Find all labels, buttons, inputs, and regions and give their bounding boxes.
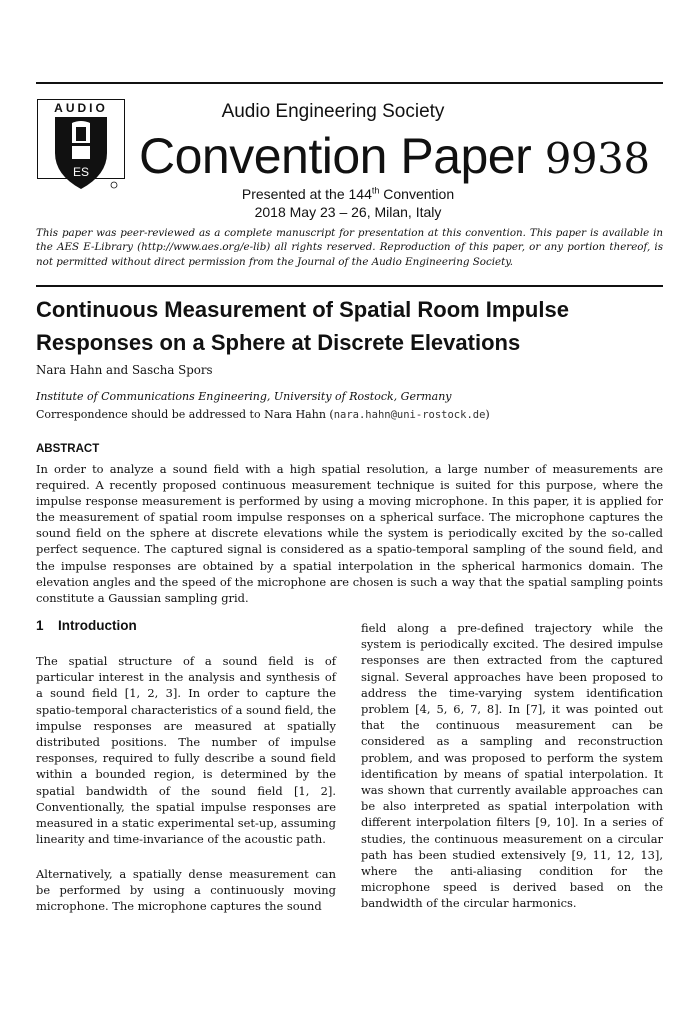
authors: Nara Hahn and Sascha Spors bbox=[36, 363, 213, 377]
review-note: This paper was peer-reviewed as a complete manuscript for presentation at this convention. This paper is available in the AES E-Library (http://www.aes.org/e-lib) all rights reserved. Reproduction of this paper, or any portion thereof, is not permitted without direct permission from the Journal of the Audio Engineering Society. bbox=[36, 227, 663, 268]
paper-type-heading bbox=[139, 128, 650, 187]
presented-suffix: Convention bbox=[379, 186, 455, 202]
venue-line: 2018 May 23 – 26, Milan, Italy bbox=[254, 204, 442, 220]
section-number: 1 bbox=[36, 618, 44, 633]
paper-number: 9938 bbox=[544, 134, 650, 183]
aes-logo bbox=[37, 99, 125, 195]
title-rule bbox=[36, 285, 663, 287]
correspondence-email: nara.hahn@uni-rostock.de bbox=[333, 409, 486, 421]
intro-paragraph-1 bbox=[36, 653, 336, 847]
correspondence-suffix: ) bbox=[485, 408, 490, 421]
presented-prefix: Presented at the 144 bbox=[241, 186, 372, 202]
intro-paragraph-2-start bbox=[36, 866, 336, 915]
intro-paragraph-2-text-cont: field along a pre-defined trajectory while the system is periodically excited. The desired impulse responses are then extracted from the captured signal. Several approaches have been proposed to address the time-varying system identification problem [4, 5, 6, 7, 8]. In [7], it was pointed out that the continuous measurement can be considered as a sampling and reconstruction problem, and was proposed to perform the system identification by means of spatial interpolation. It was shown that currently available approaches can be also interpreted as spatial interpolation with different interpolation filters [9, 10]. In a series of studies, the continuous measurement on a circular path has been studied extensively [9, 11, 12, 13], where the anti-aliasing condition for the microphone speed is derived based on the bandwidth of the circular harmonics. bbox=[361, 621, 663, 911]
aes-logo-badge: ES bbox=[72, 165, 90, 179]
paper-title: Continuous Measurement of Spatial Room Impulse Responses on a Sphere at Discrete Elevations bbox=[36, 297, 569, 355]
section-title: Introduction bbox=[58, 618, 137, 633]
presented-line bbox=[198, 185, 498, 203]
intro-paragraph-2-text-start: Alternatively, a spatially dense measurement can be performed by using a continuously moving microphone. The microphone captures the sound bbox=[36, 867, 336, 914]
correspondence bbox=[36, 408, 490, 421]
society-name: Audio Engineering Society bbox=[221, 101, 445, 122]
abstract-text: In order to analyze a sound field with a high spatial resolution, a large number of measurements are required. A recently proposed continuous measurement technique is suited for this purpose, where the impulse response measurement is performed by using a moving microphone. In this paper, it is applied for the measurement of spatial room impulse responses on a spherical surface. The microphone captures the sound field on the sphere at discrete elevations while the system is periodically excited by the so-called perfect sequence. The captured signal is considered as a spatio-temporal sampling of the sound field, and the impulse responses are obtained by a spatial interpolation in the spherical harmonics domain. The elevation angles and the speed of the microphone are chosen is such a way that the spatial sampling points constitute a Gaussian sampling grid. bbox=[36, 462, 663, 605]
aes-logo-text: AUDIO bbox=[54, 101, 108, 115]
section-heading bbox=[36, 618, 137, 633]
abstract-heading: ABSTRACT bbox=[36, 443, 100, 455]
correspondence-prefix: Correspondence should be addressed to Nara Hahn ( bbox=[36, 408, 334, 421]
intro-paragraph-2-cont bbox=[361, 620, 663, 912]
presented-sup: th bbox=[371, 185, 380, 196]
paper-type: Convention Paper bbox=[139, 128, 532, 184]
intro-paragraph-1-text: The spatial structure of a sound field is of particular interest in the analysis and synthesis of a sound field [1, 2, 3]. In order to capture the spatio-temporal characteristics of a sound field, the impulse responses are measured at spatially distributed positions. The number of impulse responses, required to fully describe a sound field within a bounded region, is determined by the spatial bandwidth of the sound field [1, 2]. Conventionally, the spatial impulse responses are measured in a static experimental set-up, assuming linearity and time-invariance of the acoustic path. bbox=[36, 654, 336, 847]
top-rule bbox=[36, 82, 663, 84]
affiliation: Institute of Communications Engineering, University of Rostock, Germany bbox=[36, 390, 452, 403]
